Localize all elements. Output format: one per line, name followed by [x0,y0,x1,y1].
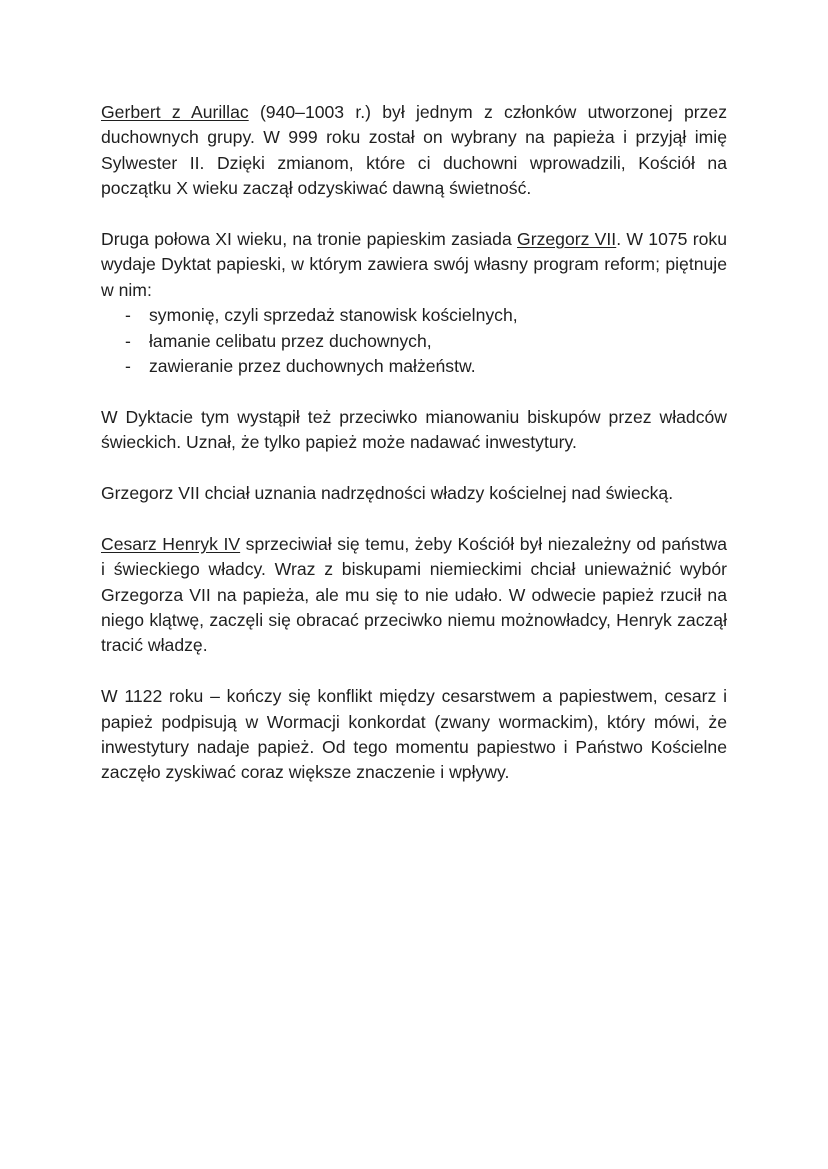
paragraph-gerbert-text: (940–1003 r.) był jednym z członków utworzonej przez duchownych grupy. W 999 roku został on wybrany na papieża i przyjął imię Sylwester II. Dzięki zmianom, które ci duchowni wprowadzili, Kościół na początku X wieku zaczął odzyskiwać dawną świetność. [101,102,727,199]
list-item [101,329,727,354]
paragraph-henryk [101,532,727,659]
list-item-text: zawieranie przez duchownych małżeństw. [149,356,476,377]
paragraph-gerbert [101,100,727,202]
paragraph-konkordat: W 1122 roku – kończy się konflikt między cesarstwem a papiestwem, cesarz i papież podpisują w Wormacji konkordat (zwany wormackim), który mówi, że inwestytury nadaje papież. Od tego momentu papiestwo i Państwo Kościelne zaczęło zyskiwać coraz większe znaczenie i wpływy. [101,686,727,783]
list-item-text: łamanie celibatu przez duchownych, [149,330,432,351]
reform-list [101,303,727,379]
term-grzegorz-vii: Grzegorz VII [517,229,617,250]
list-item [101,354,727,379]
bullet-dash: - [125,356,131,377]
term-gerbert-z-aurillac: Gerbert z Aurillac [101,102,249,122]
list-item [101,303,727,328]
term-cesarz-henryk-iv: Cesarz Henryk IV [101,533,241,554]
paragraph-nadrzednosc: Grzegorz VII chciał uznania nadrzędności władzy kościelnej nad świecką. [101,483,674,504]
paragraph-grzegorz-reforms [101,227,727,303]
paragraph-grzegorz-before: Druga połowa XI wieku, na tronie papieskim zasiada [101,229,518,250]
list-item-text: symonię, czyli sprzedaż stanowisk kościelnych, [149,305,518,326]
paragraph-grzegorz-after: . W 1075 roku wydaje Dyktat papieski, w którym zawiera swój własny program reform; piętnuje w nim: [101,229,727,300]
bullet-dash: - [125,330,131,351]
paragraph-dyktat: W Dyktacie tym wystąpił też przeciwko mianowaniu biskupów przez władców świeckich. Uznał, że tylko papież może nadawać inwestytury. [101,406,727,453]
bullet-dash: - [125,305,131,326]
paragraph-henryk-text: sprzeciwiał się temu, żeby Kościół był niezależny od państwa i świeckiego władcy. Wraz z biskupami niemieckimi chciał unieważnić wybór Grzegorza VII na papieża, ale mu się to nie udało. W odwecie papież rzucił na niego klątwę, zaczęli się obracać przeciwko niemu możnowładcy, Henryk zaczął tracić władzę. [101,533,728,656]
document-page [101,100,727,811]
